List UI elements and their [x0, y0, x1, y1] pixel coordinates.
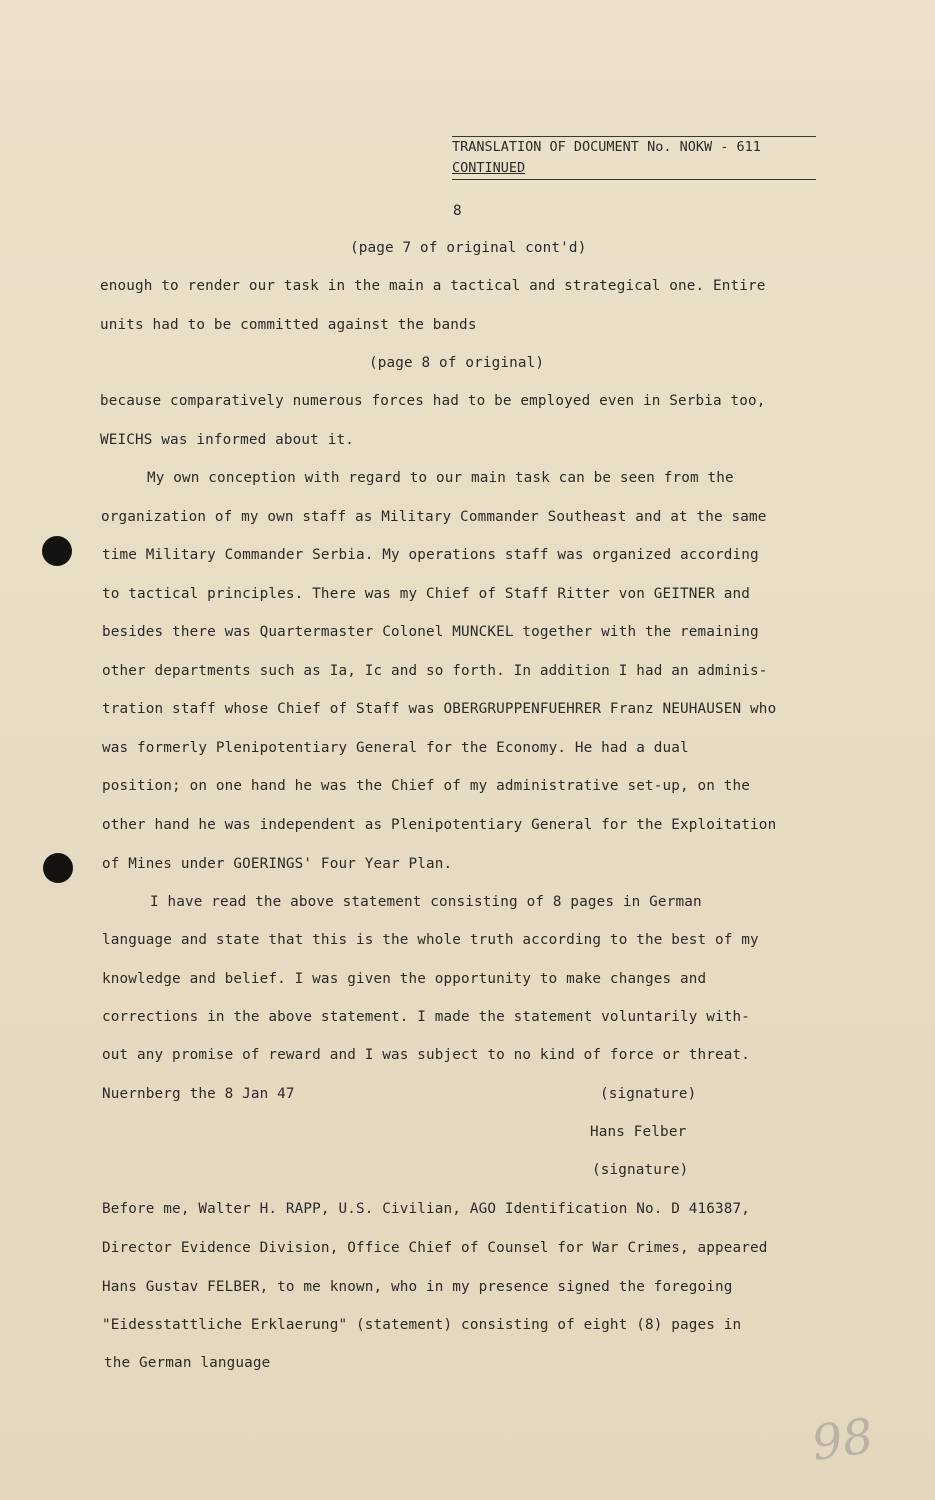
text-line: corrections in the above statement. I made the statement voluntarily with- [102, 1009, 751, 1025]
text-line: My own conception with regard to our main task can be seen from the [147, 470, 734, 486]
text-line: because comparatively numerous forces had to be employed even in Serbia too, [100, 393, 766, 409]
text-line: Before me, Walter H. RAPP, U.S. Civilian, AGO Identification No. D 416387, [102, 1201, 751, 1217]
text-line: language and state that this is the whole truth according to the best of my [102, 932, 759, 948]
header-title: TRANSLATION OF DOCUMENT No. NOKW - 611 [452, 139, 761, 155]
signature-label: (signature) [600, 1086, 697, 1102]
text-line: knowledge and belief. I was given the opportunity to make changes and [102, 971, 707, 987]
text-line: time Military Commander Serbia. My operations staff was organized according [102, 547, 759, 563]
signer-name: Hans Felber [590, 1124, 687, 1140]
text-line: position; on one hand he was the Chief of my administrative set-up, on the [102, 778, 751, 794]
page-number: 8 [453, 203, 462, 219]
page-marker: (page 7 of original cont'd) [350, 240, 587, 256]
signature-label: (signature) [592, 1162, 689, 1178]
text-line: Hans Gustav FELBER, to me known, who in my presence signed the foregoing [102, 1279, 733, 1295]
page-marker: (page 8 of original) [369, 355, 545, 371]
text-line: of Mines under GOERINGS' Four Year Plan. [102, 856, 453, 872]
text-line: organization of my own staff as Military Commander Southeast and at the same [101, 509, 767, 525]
punch-hole-icon [43, 853, 73, 883]
text-line: to tactical principles. There was my Chief of Staff Ritter von GEITNER and [102, 586, 751, 602]
document-header [452, 136, 816, 180]
text-line: Director Evidence Division, Office Chief of Counsel for War Crimes, appeared [102, 1240, 768, 1256]
header-continued: CONTINUED [452, 160, 526, 176]
text-line: other departments such as Ia, Ic and so forth. In addition I had an adminis- [102, 663, 768, 679]
text-line: WEICHS was informed about it. [100, 432, 354, 448]
text-line: units had to be committed against the bands [100, 317, 477, 333]
text-line: tration staff whose Chief of Staff was OBERGRUPPENFUEHRER Franz NEUHAUSEN who [102, 701, 777, 717]
text-line: was formerly Plenipotentiary General for the Economy. He had a dual [102, 740, 689, 756]
place-date: Nuernberg the 8 Jan 47 [102, 1086, 295, 1102]
handwritten-page-number: 98 [808, 1408, 877, 1472]
text-line: out any promise of reward and I was subject to no kind of force or threat. [102, 1047, 751, 1063]
text-line: "Eidesstattliche Erklaerung" (statement) consisting of eight (8) pages in [102, 1317, 742, 1333]
header-row-continued [452, 158, 816, 180]
text-line: I have read the above statement consisting of 8 pages in German [150, 894, 702, 910]
text-line: besides there was Quartermaster Colonel MUNCKEL together with the remaining [102, 624, 759, 640]
text-line: the German language [104, 1355, 271, 1371]
text-line: enough to render our task in the main a tactical and strategical one. Entire [100, 278, 766, 294]
punch-hole-icon [42, 536, 72, 566]
text-line: other hand he was independent as Plenipotentiary General for the Exploitation [102, 817, 777, 833]
